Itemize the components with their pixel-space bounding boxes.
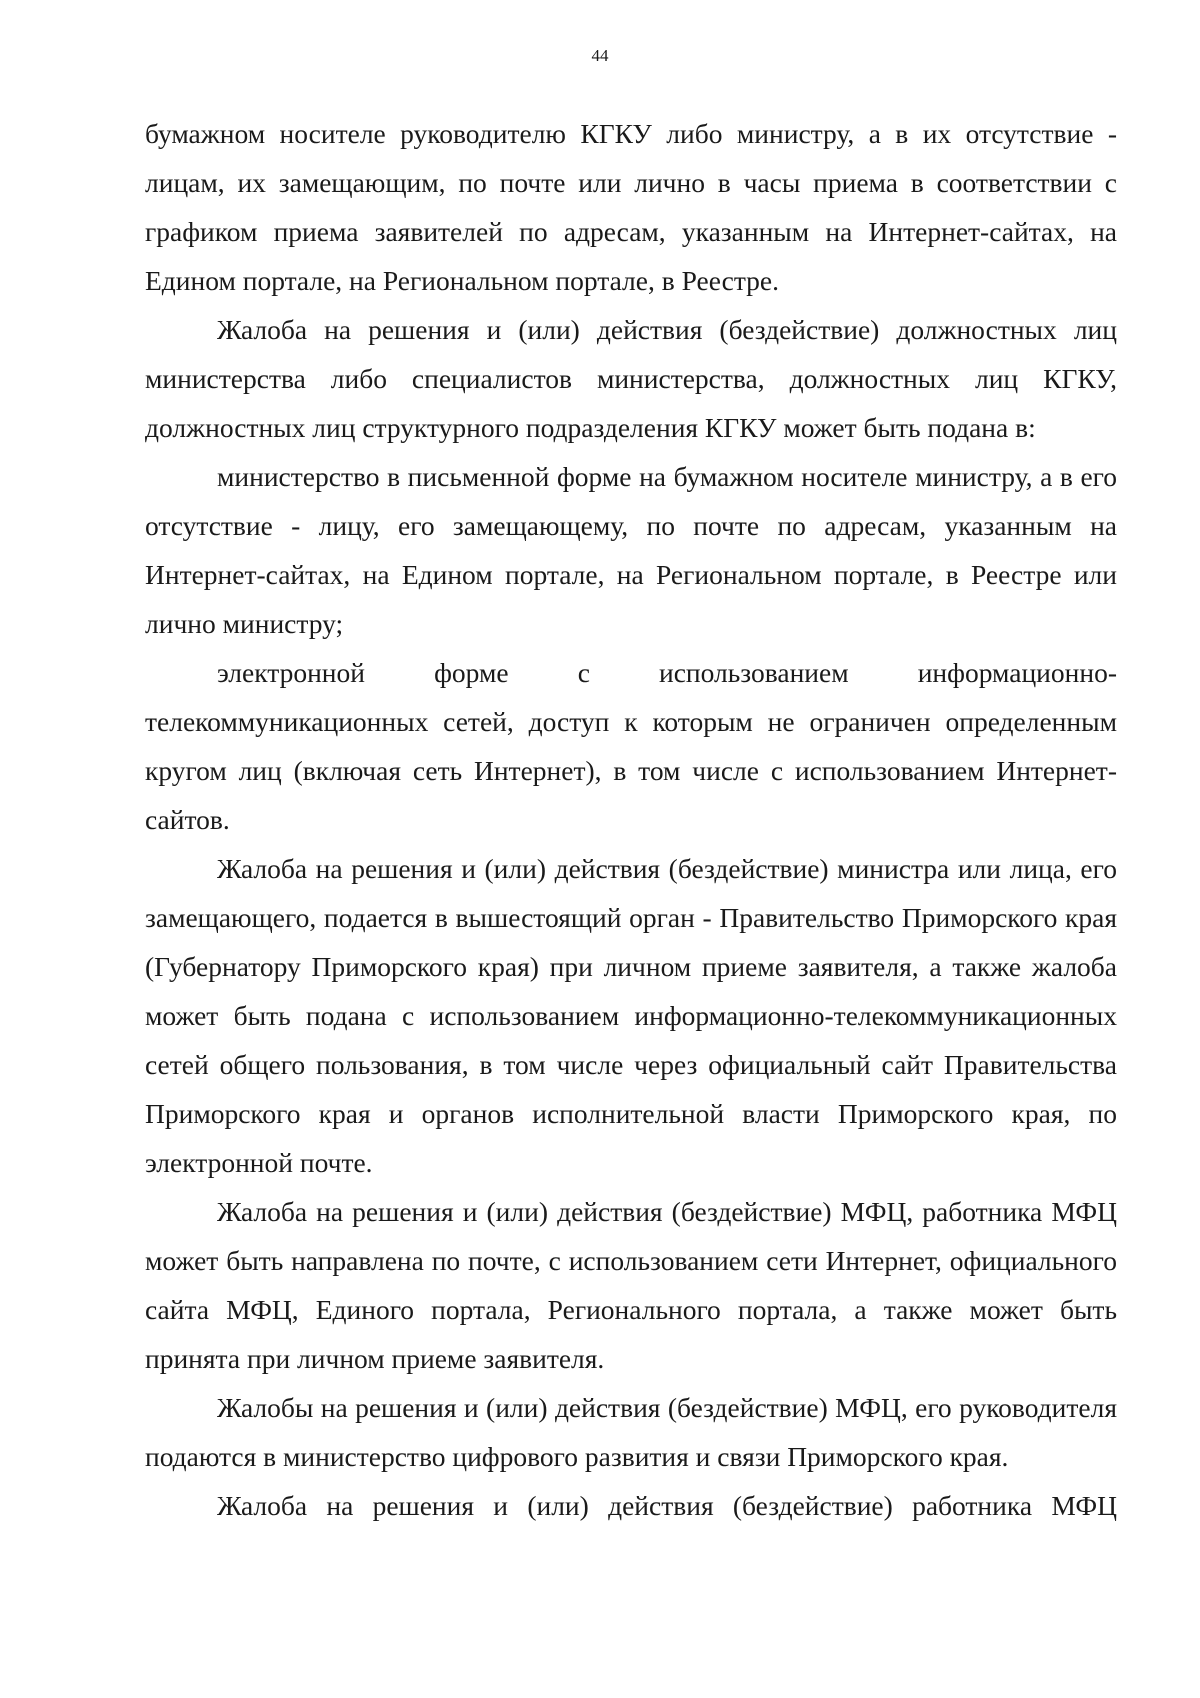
paragraph-3: министерство в письменной форме на бумажном носителе министру, а в его отсутствие - лицу, его замещающему, по почте по адресам, указанным на Интернет-сайтах, на Едином портале, на Региональном портале, в Реестре или лично министру; — [145, 461, 1117, 639]
page-number: 44 — [591, 46, 609, 65]
paragraph-8: Жалоба на решения и (или) действия (бездействие) работника МФЦ — [217, 1490, 1117, 1521]
paragraph-2: Жалоба на решения и (или) действия (бездействие) должностных лиц министерства либо специалистов министерства, должностных лиц КГКУ, должностных лиц структурного подразделения КГКУ может быть подана в: — [145, 314, 1117, 443]
paragraph-7: Жалобы на решения и (или) действия (бездействие) МФЦ, его руководителя подаются в министерство цифрового развития и связи Приморского края. — [145, 1392, 1117, 1472]
paragraph-4: электронной форме с использованием информационно-телекоммуникационных сетей, доступ к которым не ограничен определенным кругом лиц (включая сеть Интернет), в том числе с использованием Интернет-сайтов. — [145, 657, 1117, 835]
document-body — [145, 109, 1117, 1530]
paragraph-6: Жалоба на решения и (или) действия (бездействие) МФЦ, работника МФЦ может быть направлена по почте, с использованием сети Интернет, официального сайта МФЦ, Единого портала, Регионального портала, а также может быть принята при личном приеме заявителя. — [145, 1196, 1117, 1374]
paragraph-5: Жалоба на решения и (или) действия (бездействие) министра или лица, его замещающего, подается в вышестоящий орган - Правительство Приморского края (Губернатору Приморского края) при личном приеме заявителя, а также жалоба может быть подана с использованием информационно-телекоммуникационных сетей общего пользования, в том числе через официальный сайт Правительства Приморского края и органов исполнительной власти Приморского края, по электронной почте. — [145, 853, 1117, 1178]
paragraph-1: бумажном носителе руководителю КГКУ либо министру, а в их отсутствие - лицам, их замещающим, по почте или лично в часы приема в соответствии с графиком приема заявителей по адресам, указанным на Интернет-сайтах, на Едином портале, на Региональном портале, в Реестре. — [145, 118, 1117, 296]
